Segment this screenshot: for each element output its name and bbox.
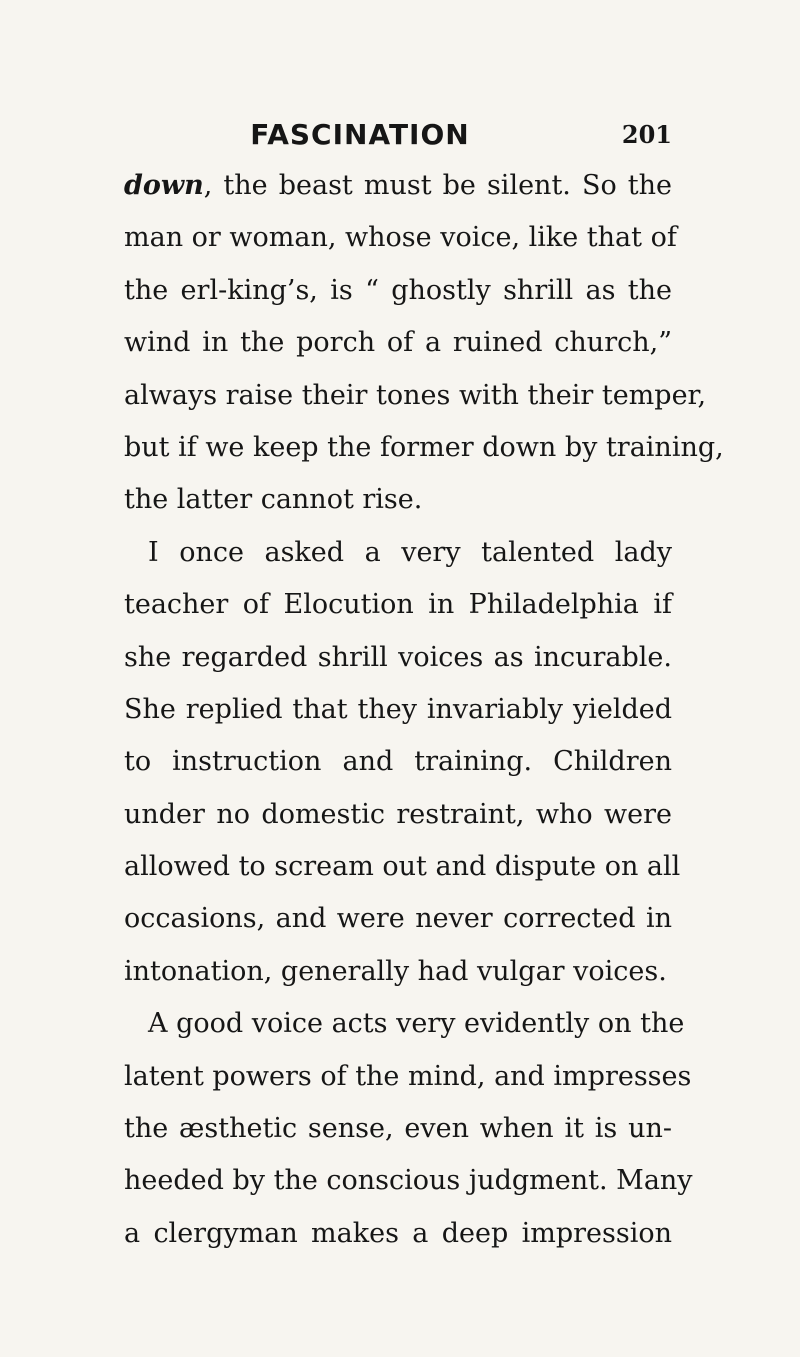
text-line: always raise their tones with their temper, — [124, 379, 707, 411]
running-head: FASCINATION — [250, 118, 470, 151]
paragraph-start-line: A good voice acts very evidently on the — [148, 1008, 685, 1040]
body-text — [124, 160, 724, 1260]
italic-word: down — [124, 170, 204, 201]
text-line: under no domestic restraint, who were — [124, 798, 672, 830]
text-line: occasions, and were never corrected in — [124, 903, 672, 935]
text-line: man or woman, whose voice, like that of — [124, 222, 677, 254]
paragraph-start-line: I once asked a very talented lady — [148, 536, 672, 568]
text-line: the æsthetic sense, even when it is un- — [124, 1113, 672, 1145]
text-line: wind in the porch of a ruined church,” — [124, 327, 672, 359]
text-line: to instruction and training. Children — [124, 746, 672, 778]
text-line — [124, 160, 672, 212]
text-line: She replied that they invariably yielded — [124, 693, 672, 725]
line-text: , the beast must be silent. So the — [203, 170, 672, 201]
text-line: teacher of Elocution in Philadelphia if — [124, 589, 672, 621]
page-number: 201 — [621, 120, 672, 149]
text-line: allowed to scream out and dispute on all — [124, 851, 681, 883]
page-header — [0, 118, 800, 158]
text-line: latent powers of the mind, and impresses — [124, 1060, 692, 1092]
paragraph-end-line: intonation, generally had vulgar voices. — [124, 955, 667, 987]
text-line: the erl-king’s, is “ ghostly shrill as the — [124, 274, 672, 306]
text-line: a clergyman makes a deep impression — [124, 1217, 672, 1249]
text-line: she regarded shrill voices as incurable. — [124, 641, 672, 673]
paragraph-end-line: the latter cannot rise. — [124, 484, 423, 516]
text-line: but if we keep the former down by training, — [124, 431, 724, 463]
text-line: heeded by the conscious judgment. Many — [124, 1165, 693, 1197]
